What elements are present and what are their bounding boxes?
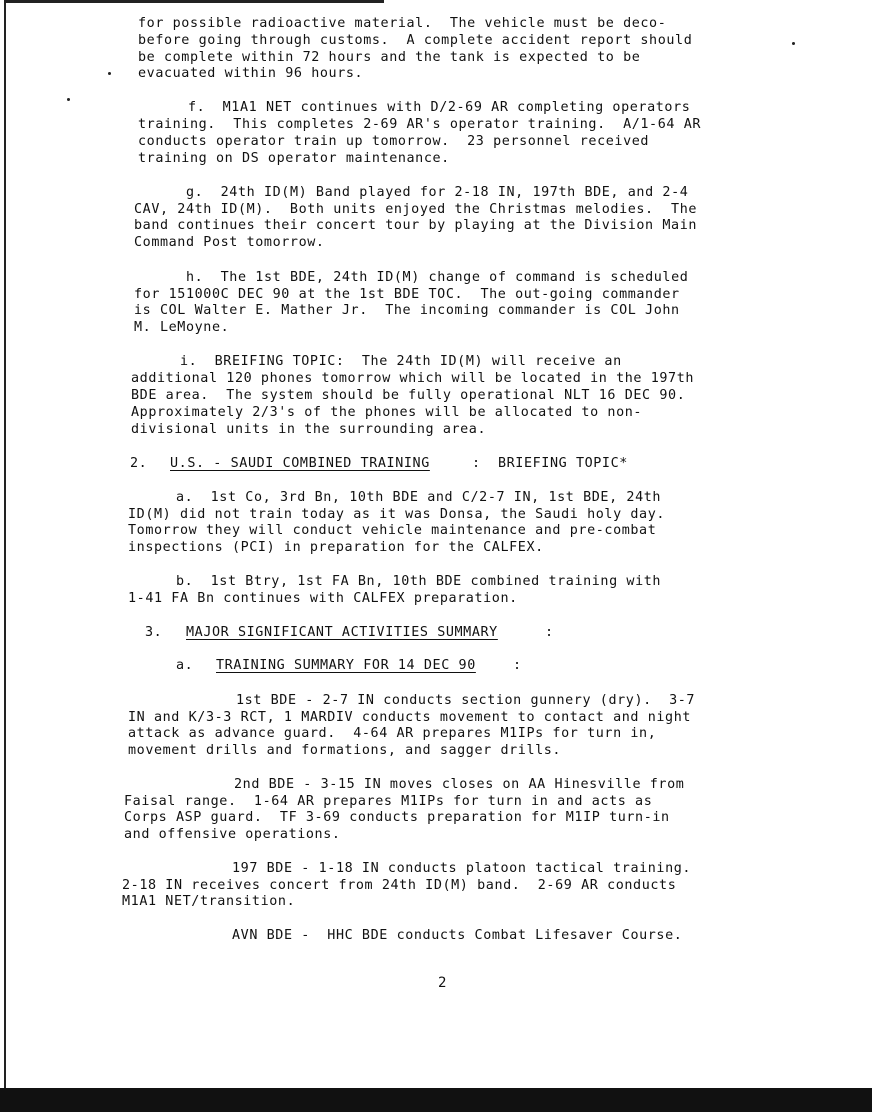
text-line: 1st BDE - 2-7 IN conducts section gunnery (dry). 3-7 [236,693,696,708]
scan-border-top [4,0,384,3]
text-line: g. 24th ID(M) Band played for 2-18 IN, 197th BDE, and 2-4 [186,185,689,200]
text-line: h. The 1st BDE, 24th ID(M) change of command is scheduled [186,270,689,285]
section-heading-suffix: : [545,625,554,640]
text-line: inspections (PCI) in preparation for the CALFEX. [128,540,544,555]
scan-border-left [4,0,6,1112]
text-line: additional 120 phones tomorrow which will be located in the 197th [131,371,695,386]
section-heading-suffix: : BRIEFING TOPIC* [472,456,628,471]
subsection-heading: TRAINING SUMMARY FOR 14 DEC 90 [216,658,476,673]
text-line: attack as advance guard. 4-64 AR prepares M1IPs for turn in, [128,726,657,741]
text-line: BDE area. The system should be fully operational NLT 16 DEC 90. [131,388,686,403]
text-line: divisional units in the surrounding area. [131,422,487,437]
text-line: ID(M) did not train today as it was Donsa, the Saudi holy day. [128,507,666,522]
section-number: 2. [130,456,148,471]
text-line: 2nd BDE - 3-15 IN moves closes on AA Hinesville from [234,777,685,792]
scan-speck [67,98,70,101]
text-line: for 151000C DEC 90 at the 1st BDE TOC. The out-going commander [134,287,680,302]
section-number: 3. [145,625,163,640]
section-heading: MAJOR SIGNIFICANT ACTIVITIES SUMMARY [186,625,498,640]
text-line: be complete within 72 hours and the tank is expected to be [138,50,641,65]
section-heading: U.S. - SAUDI COMBINED TRAINING [170,456,430,471]
subsection-letter: a. [176,658,194,673]
text-line: movement drills and formations, and sagger drills. [128,743,562,758]
scan-speck [792,42,795,45]
text-line: conducts operator train up tomorrow. 23 personnel received [138,134,650,149]
scan-speck [108,72,111,75]
text-line: AVN BDE - HHC BDE conducts Combat Lifesaver Course. [232,928,683,943]
scan-border-bottom [0,1088,872,1112]
text-line: band continues their concert tour by playing at the Division Main [134,218,698,233]
text-line: 1-41 FA Bn continues with CALFEX preparation. [128,591,518,606]
text-line: M. LeMoyne. [134,320,230,335]
text-line: is COL Walter E. Mather Jr. The incoming commander is COL John [134,303,680,318]
page-number: 2 [438,975,447,991]
text-line: i. BREIFING TOPIC: The 24th ID(M) will receive an [180,354,622,369]
text-line: training on DS operator maintenance. [138,151,450,166]
text-line: Tomorrow they will conduct vehicle maintenance and pre-combat [128,523,657,538]
text-line: Faisal range. 1-64 AR prepares M1IPs for turn in and acts as [124,794,653,809]
text-line: IN and K/3-3 RCT, 1 MARDIV conducts movement to contact and night [128,710,692,725]
text-line: Approximately 2/3's of the phones will be allocated to non- [131,405,643,420]
text-line: f. M1A1 NET continues with D/2-69 AR completing operators [188,100,691,115]
subsection-heading-suffix: : [513,658,522,673]
text-line: CAV, 24th ID(M). Both units enjoyed the Christmas melodies. The [134,202,698,217]
text-line: before going through customs. A complete accident report should [138,33,693,48]
text-line: 2-18 IN receives concert from 24th ID(M) band. 2-69 AR conducts [122,878,677,893]
text-line: Command Post tomorrow. [134,235,325,250]
text-line: and offensive operations. [124,827,341,842]
text-line: a. 1st Co, 3rd Bn, 10th BDE and C/2-7 IN, 1st BDE, 24th [176,490,662,505]
text-line: 197 BDE - 1-18 IN conducts platoon tactical training. [232,861,692,876]
text-line: training. This completes 2-69 AR's operator training. A/1-64 AR [138,117,702,132]
text-line: Corps ASP guard. TF 3-69 conducts preparation for M1IP turn-in [124,810,670,825]
text-line: evacuated within 96 hours. [138,66,364,81]
text-line: b. 1st Btry, 1st FA Bn, 10th BDE combined training with [176,574,662,589]
text-line: for possible radioactive material. The vehicle must be deco- [138,16,667,31]
text-line: M1A1 NET/transition. [122,894,296,909]
